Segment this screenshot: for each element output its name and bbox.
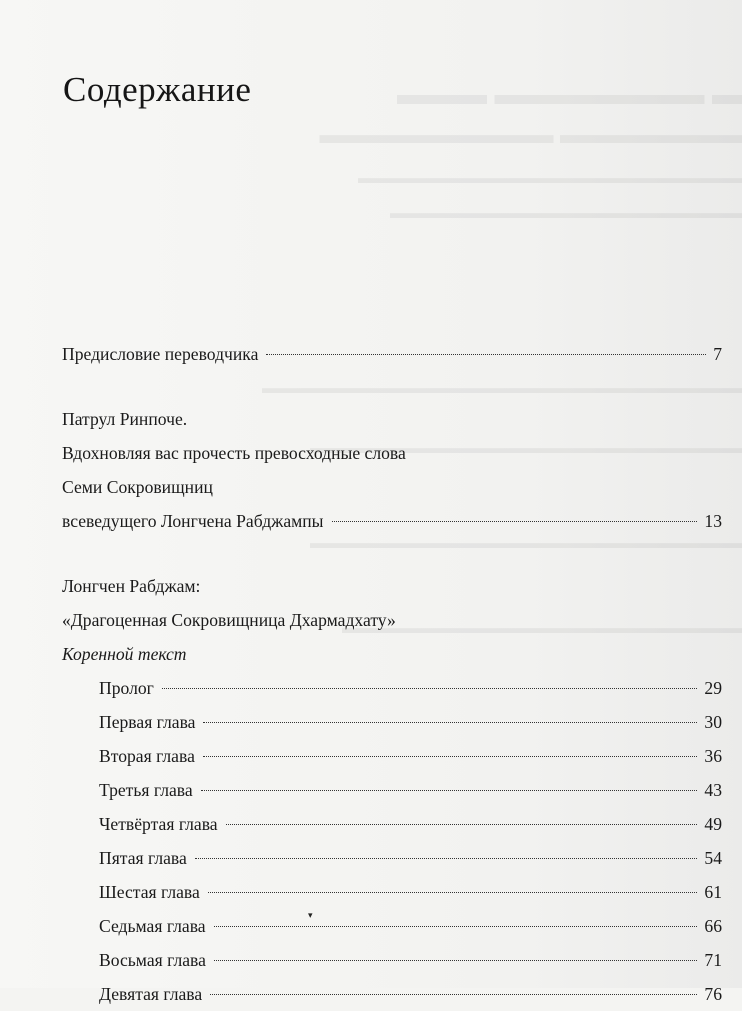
dot-leader [203, 756, 698, 757]
toc-subtitle [62, 637, 722, 671]
toc-heading-line [62, 402, 722, 436]
dot-leader [201, 790, 698, 791]
toc-entry-label: Девятая глава [99, 977, 202, 1011]
toc-entry-chapter[interactable] [62, 807, 722, 841]
toc-entry-chapter[interactable] [62, 739, 722, 773]
toc-entry-preface[interactable] [62, 337, 722, 371]
dot-leader [266, 354, 706, 355]
toc-page-number: 30 [704, 705, 722, 739]
toc-entry-label: Вторая глава [99, 739, 195, 773]
toc-entry-chapter[interactable] [62, 705, 722, 739]
toc-heading-text: Патрул Ринпоче. [62, 402, 187, 436]
dot-leader [210, 994, 697, 995]
show-through-ghost: ▬▬▬▬▬▬▬▬▬▬▬▬▬▬▬▬▬▬▬▬▬▬▬▬▬▬▬▬▬▬ [262, 380, 742, 398]
toc-heading-line [62, 603, 722, 637]
dot-leader [332, 521, 698, 522]
toc-heading-line [62, 436, 722, 470]
dot-leader [214, 960, 697, 961]
toc-heading-text: Лонгчен Рабджам: [62, 569, 200, 603]
show-through-ghost: ▬▬▬ ▬▬▬▬▬▬▬ ▬ [397, 78, 742, 112]
toc-heading-text: Вдохновляя вас прочесть превосходные слова [62, 436, 406, 470]
show-through-ghost: ▬▬▬▬▬▬▬▬▬▬▬▬▬▬▬▬▬▬▬▬▬▬▬▬ [358, 170, 742, 188]
toc-entry-label: Третья глава [99, 773, 193, 807]
spacer [62, 538, 722, 569]
toc-entry-chapter[interactable] [62, 841, 722, 875]
dot-leader [226, 824, 698, 825]
toc-entry-label: всеведущего Лонгчена Рабджампы [62, 504, 324, 538]
spacer [62, 371, 722, 402]
table-of-contents [62, 337, 722, 1011]
dot-leader [162, 688, 698, 689]
toc-entry-chapter[interactable] [62, 875, 722, 909]
toc-entry-label: Шестая глава [99, 875, 200, 909]
toc-page-number: 54 [704, 841, 722, 875]
dot-leader [195, 858, 698, 859]
toc-heading-text: Семи Сокровищниц [62, 470, 213, 504]
dot-leader [214, 926, 698, 927]
toc-heading-line [62, 470, 722, 504]
toc-entry-label: Пролог [99, 671, 154, 705]
toc-entry-label: Первая глава [99, 705, 195, 739]
toc-page-number: 61 [704, 875, 722, 909]
show-through-ghost: ▬▬▬▬▬▬▬▬▬▬▬▬▬▬▬▬▬▬▬▬▬▬ [390, 205, 742, 223]
toc-page-number: 71 [704, 943, 722, 977]
toc-subtitle-text: Коренной текст [62, 637, 186, 671]
toc-entry-chapter[interactable] [62, 943, 722, 977]
print-speck: ▾ [308, 911, 313, 921]
toc-entry-patrul[interactable] [62, 504, 722, 538]
toc-page-number: 49 [704, 807, 722, 841]
show-through-ghost: ▬▬▬▬▬▬▬▬▬▬▬▬▬▬▬▬▬▬▬▬▬▬▬▬▬▬▬ [310, 535, 742, 553]
toc-page-number: 76 [704, 977, 722, 1011]
toc-entry-chapter[interactable] [62, 909, 722, 943]
show-through-ghost: ▬▬▬▬▬▬▬▬▬▬▬▬▬▬▬▬▬▬▬▬▬▬▬▬▬▬▬ [310, 440, 742, 458]
toc-entry-label: Пятая глава [99, 841, 187, 875]
show-through-ghost: ▬▬▬▬▬▬▬▬▬▬▬▬▬▬▬▬▬▬▬▬▬▬▬▬▬ [342, 620, 742, 638]
toc-entry-label: Четвёртая глава [99, 807, 218, 841]
toc-entry-label: Предисловие переводчика [62, 337, 258, 371]
toc-page-number: 36 [704, 739, 722, 773]
toc-entry-chapter[interactable] [62, 671, 722, 705]
toc-page-number: 43 [704, 773, 722, 807]
toc-heading-line [62, 569, 722, 603]
toc-heading-text: «Драгоценная Сокровищница Дхармадхату» [62, 603, 396, 637]
toc-page-number: 29 [704, 671, 722, 705]
page-title: Содержание [63, 70, 251, 110]
dot-leader [208, 892, 698, 893]
toc-entry-chapter[interactable] [62, 773, 722, 807]
toc-page-number: 13 [704, 504, 722, 538]
show-through-ghost: ▬▬▬▬▬▬▬▬▬ ▬▬▬▬▬▬▬ [320, 120, 742, 150]
dot-leader [203, 722, 697, 723]
toc-entry-label: Седьмая глава [99, 909, 206, 943]
toc-entry-chapter[interactable] [62, 977, 722, 1011]
toc-page-number: 66 [704, 909, 722, 943]
toc-entry-label: Восьмая глава [99, 943, 206, 977]
toc-page-number: 7 [713, 337, 722, 371]
